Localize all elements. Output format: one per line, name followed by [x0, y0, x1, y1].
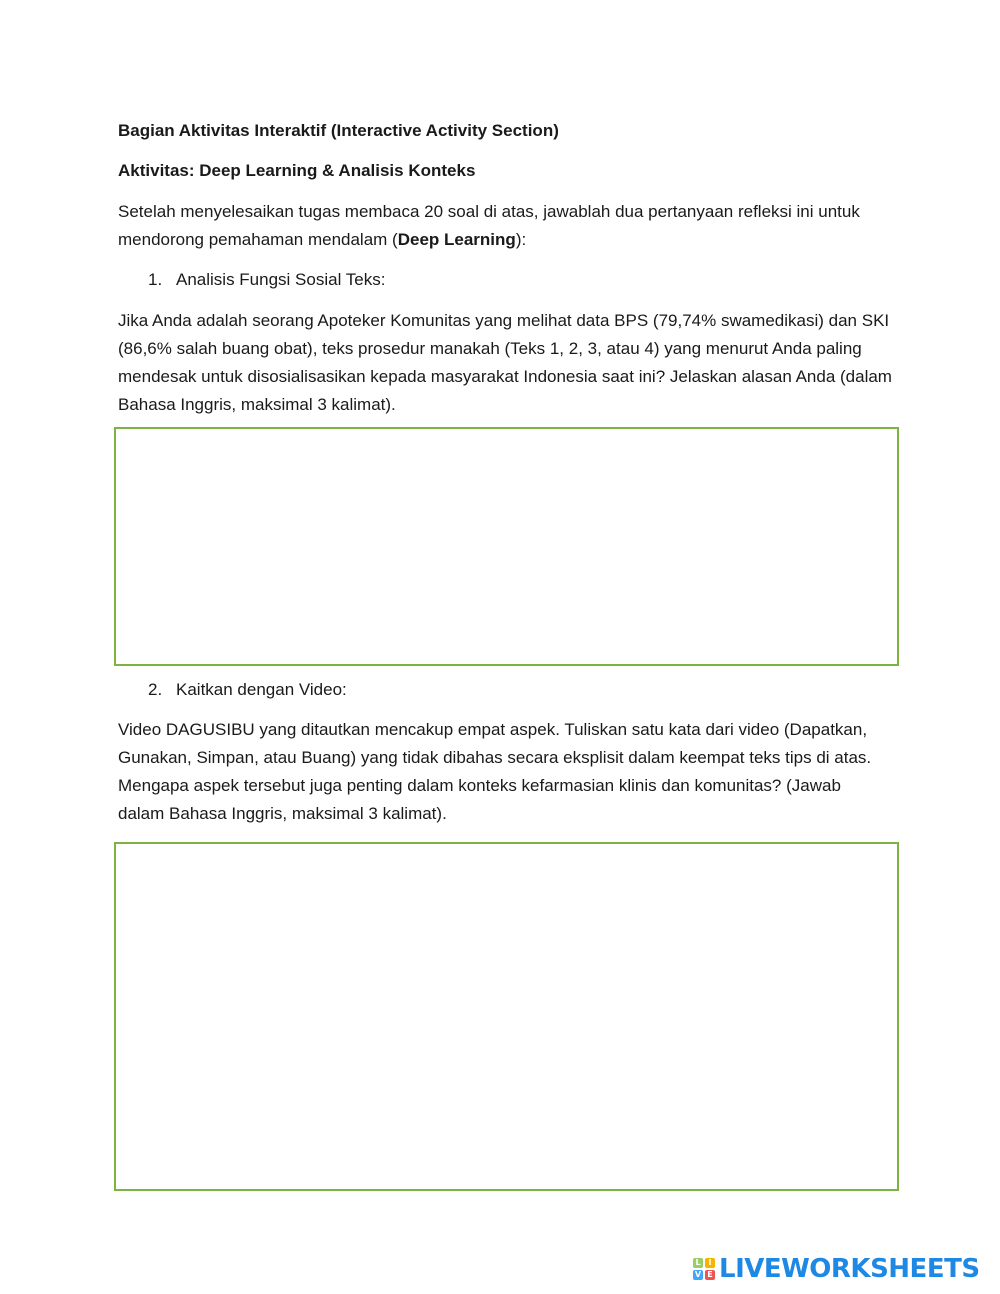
- answer-2-textbox[interactable]: [114, 842, 899, 1191]
- logo-icon: [693, 1258, 715, 1280]
- intro-text-end: ):: [515, 230, 527, 249]
- question-2-number: 2.: [148, 680, 163, 699]
- logo-icon-tile: L: [693, 1258, 703, 1268]
- liveworksheets-logo: [693, 1253, 980, 1285]
- section-title: Bagian Aktivitas Interaktif (Interactive Activity Section): [118, 121, 559, 140]
- logo-text: LIVEWORKSHEETS: [719, 1254, 980, 1284]
- logo-icon-tile: I: [705, 1258, 715, 1268]
- intro-bold-term: Deep Learning: [397, 230, 516, 249]
- question-1-text: Jika Anda adalah seorang Apoteker Komunitas yang melihat data BPS (79,74% swamedikasi) dan SKI (86,6% salah buang obat), teks prosedur manakah (Teks 1, 2, 3, atau 4) yang menurut Anda paling mendesak untuk disosialisasikan kepada masyarakat Indonesia saat ini? Jelaskan alasan Anda (dalam Bahasa Inggris, maksimal 3 kalimat).: [118, 311, 892, 414]
- intro-text: Setelah menyelesaikan tugas membaca 20 soal di atas, jawablah dua pertanyaan refleksi ini untuk mendorong pemahaman mendalam (: [118, 202, 860, 249]
- intro-paragraph: [118, 198, 888, 254]
- question-2-text: Video DAGUSIBU yang ditautkan mencakup empat aspek. Tuliskan satu kata dari video (Dapatkan, Gunakan, Simpan, atau Buang) yang tidak dibahas secara eksplisit dalam keempat teks tips di atas. Mengapa aspek tersebut juga penting dalam konteks kefarmasian klinis dan komunitas? (Jawab dalam Bahasa Inggris, maksimal 3 kalimat).: [118, 720, 872, 823]
- question-1-heading: [148, 266, 918, 294]
- activity-title: Aktivitas: Deep Learning & Analisis Konteks: [118, 161, 476, 180]
- question-1-number: 1.: [148, 270, 163, 289]
- question-1-label: Analisis Fungsi Sosial Teks:: [176, 270, 386, 289]
- question-2-label: Kaitkan dengan Video:: [176, 680, 347, 699]
- question-2-heading: [148, 676, 918, 704]
- logo-icon-tile: V: [694, 1270, 702, 1279]
- logo-icon-tile: E: [705, 1270, 715, 1280]
- answer-1-textbox[interactable]: [114, 427, 899, 666]
